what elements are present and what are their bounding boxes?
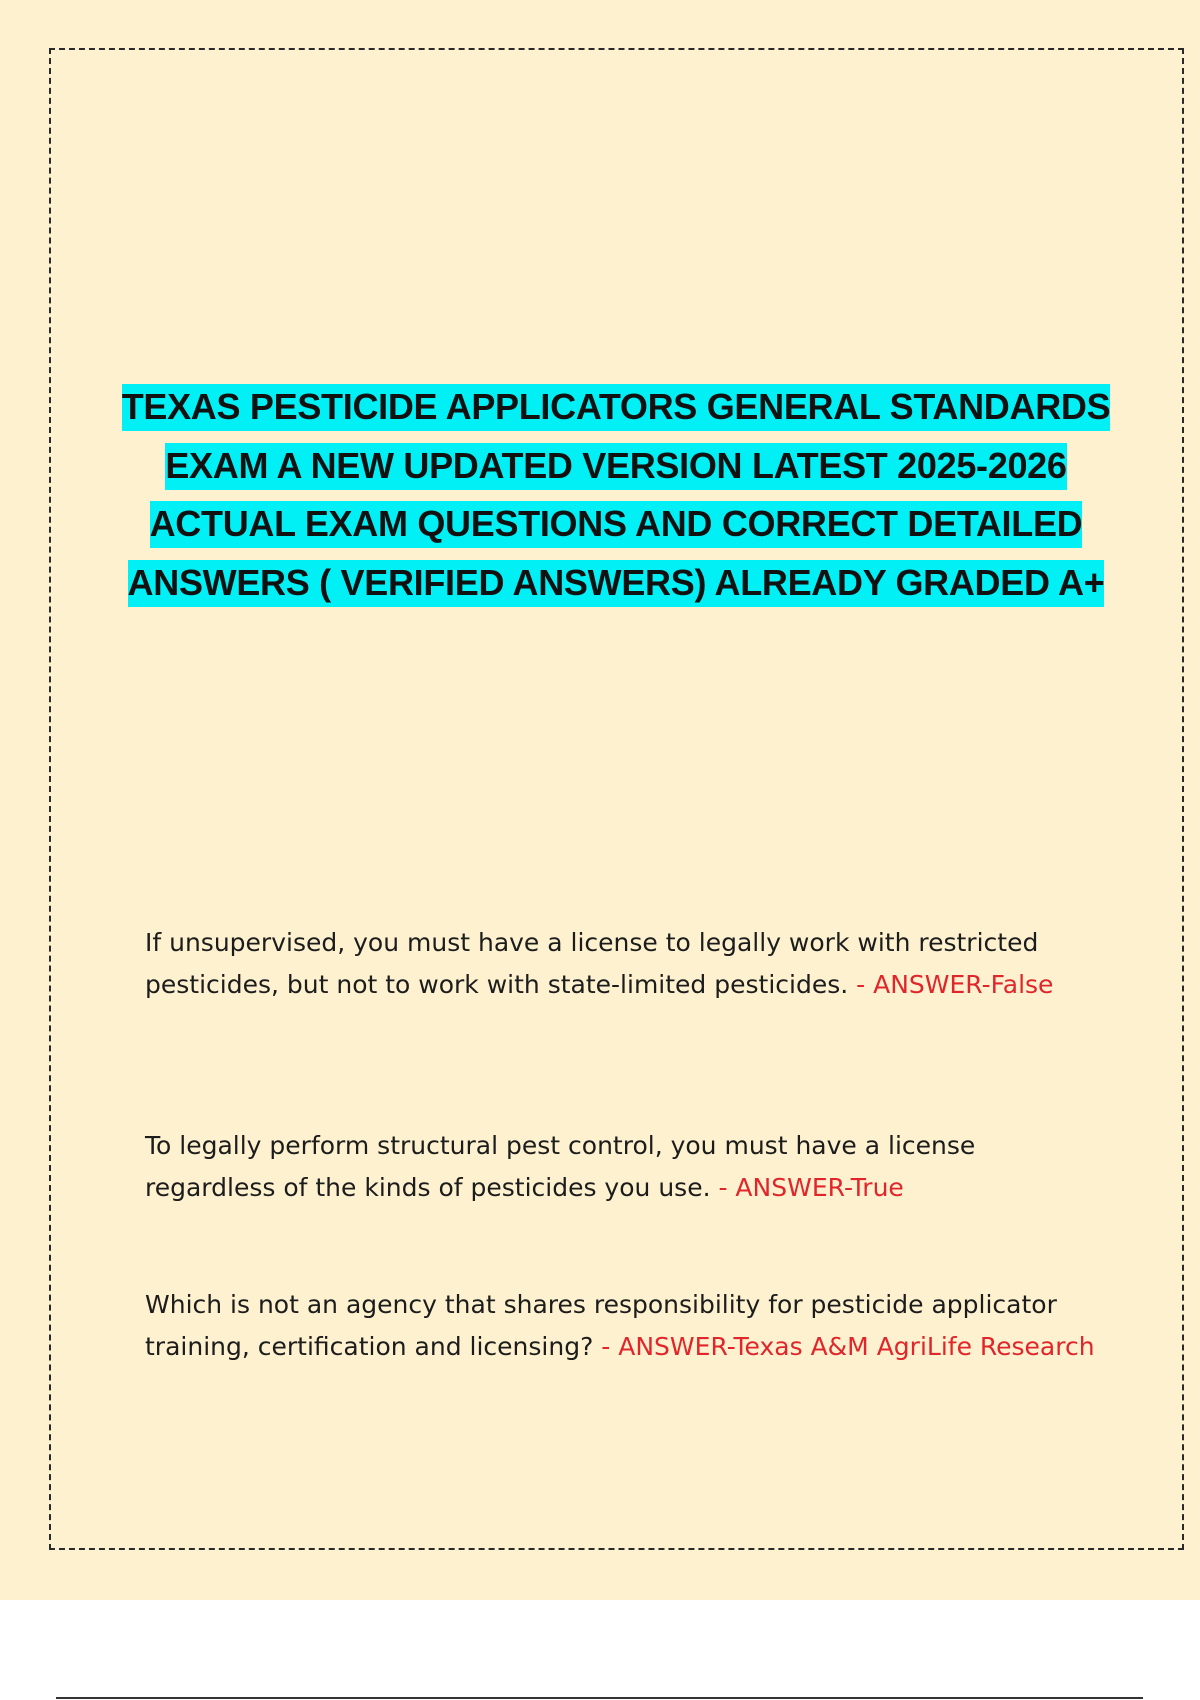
qa-item-2 [145,1125,1105,1209]
answer-text: - ANSWER-Texas A&M AgriLife Research [593,1332,1095,1361]
answer-text: - ANSWER-True [710,1173,904,1202]
qa-item-3 [145,1284,1105,1368]
question-text: If unsupervised, you must have a license to legally work with restricted pesticides, but not to work with state-limited pesticides. [145,928,1039,999]
question-text: To legally perform structural pest control, you must have a license regardless of the kinds of pesticides you use. [145,1131,976,1202]
qa-item-1 [145,922,1105,1006]
question-text: Which is not an agency that shares responsibility for pesticide applicator training, certification and licensing? [145,1290,1057,1361]
footer-divider [56,1697,1143,1699]
document-title-text: TEXAS PESTICIDE APPLICATORS GENERAL STANDARDS EXAM A NEW UPDATED VERSION LATEST 2025-2026 ACTUAL EXAM QUESTIONS AND CORRECT DETAILED ANSWERS ( VERIFIED ANSWERS) ALREADY GRADED A+ [122,384,1111,607]
document-title [120,378,1112,612]
answer-text: - ANSWER-False [848,970,1054,999]
